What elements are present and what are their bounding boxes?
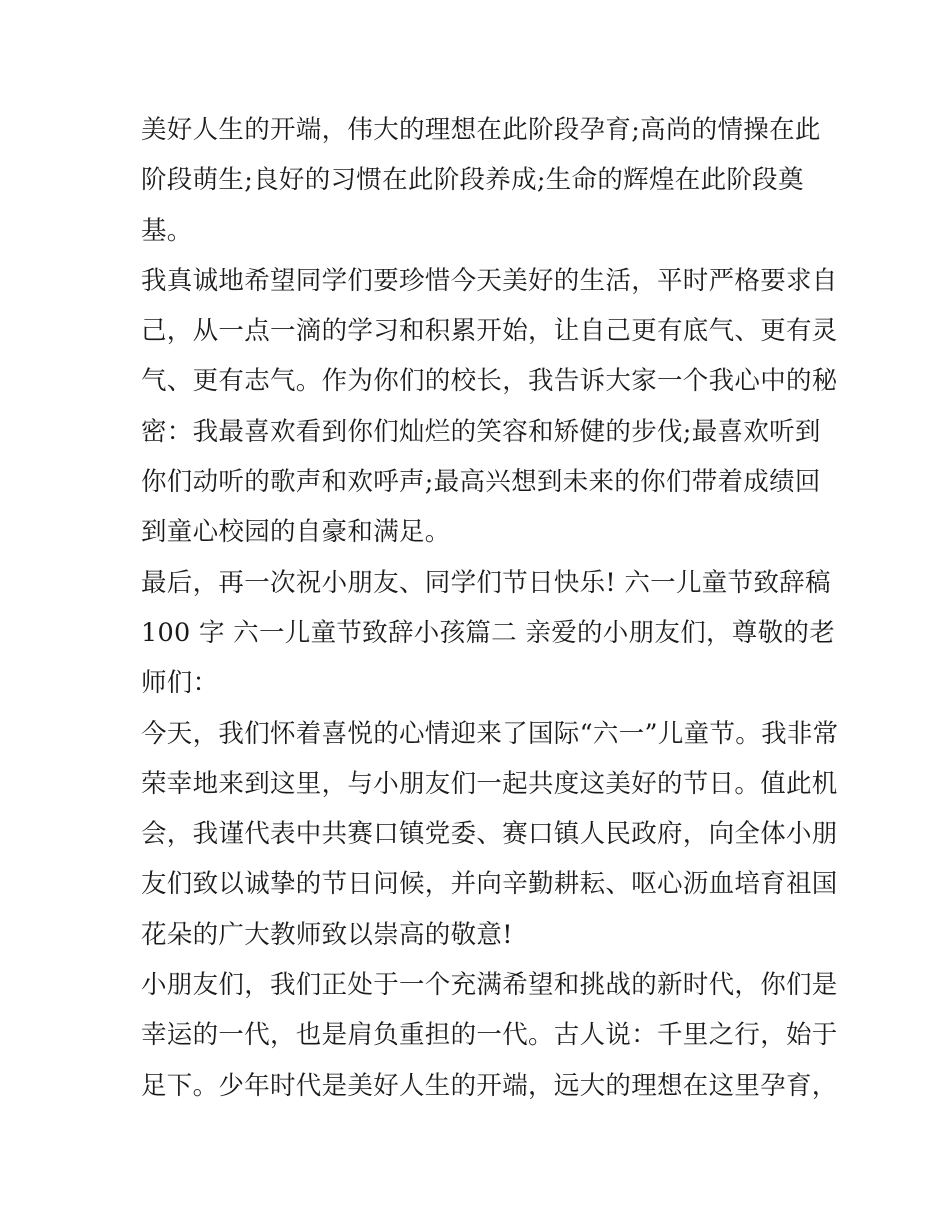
text-line: 己，从一点一滴的学习和积累开始，让自己更有底气、更有灵 [141, 316, 838, 347]
text-line: 师们： [141, 668, 219, 699]
text-line: 友们致以诚挚的节日问候，并向辛勤耕耘、呕心沥血培育祖国 [141, 869, 838, 900]
text-line: 基。 [141, 215, 193, 246]
text-line: 美好人生的开端，伟大的理想在此阶段孕育;高尚的情操在此 [141, 115, 821, 145]
text-line: 足下。少年时代是美好人生的开端，远大的理想在这里孕育， [141, 1070, 838, 1101]
text-line: 100 字 六一儿童节致辞小孩篇二 亲爱的小朋友们，尊敬的老 [141, 617, 835, 648]
text-line: 最后，再一次祝小朋友、同学们节日快乐! 六一儿童节致辞稿 [141, 567, 831, 598]
text-line: 荣幸地来到这里，与小朋友们一起共度这美好的节日。值此机 [141, 768, 838, 799]
text-line: 阶段萌生;良好的习惯在此阶段养成;生命的辉煌在此阶段奠 [141, 165, 804, 196]
text-line: 会，我谨代表中共赛口镇党委、赛口镇人民政府，向全体小朋 [141, 819, 838, 850]
text-line: 今天，我们怀着喜悦的心情迎来了国际“六一”儿童节。我非常 [141, 718, 839, 749]
text-line: 我真诚地希望同学们要珍惜今天美好的生活，平时严格要求自 [141, 265, 838, 296]
text-line: 气、更有志气。作为你们的校长，我告诉大家一个我心中的秘 [141, 366, 838, 397]
text-line: 密：我最喜欢看到你们灿烂的笑容和矫健的步伐;最喜欢听到 [141, 416, 821, 447]
text-line: 小朋友们，我们正处于一个充满希望和挑战的新时代，你们是 [141, 970, 838, 1001]
text-line: 幸运的一代，也是肩负重担的一代。古人说：千里之行，始于 [141, 1020, 838, 1051]
text-line: 到童心校园的自豪和满足。 [141, 517, 451, 548]
text-line: 你们动听的歌声和欢呼声;最高兴想到未来的你们带着成绩回 [141, 467, 821, 498]
text-line: 花朵的广大教师致以崇高的敬意! [141, 919, 513, 950]
document-body [141, 108, 839, 1114]
